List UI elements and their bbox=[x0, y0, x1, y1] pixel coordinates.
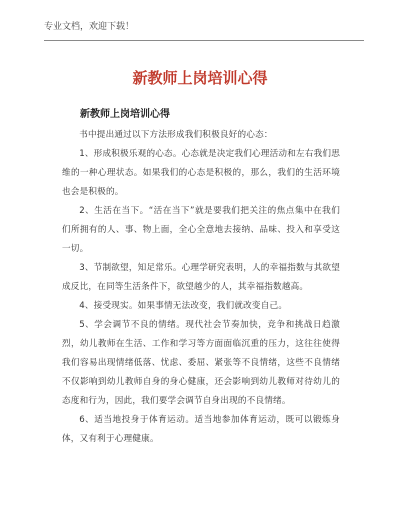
document-title: 新教师上岗培训心得 bbox=[132, 69, 268, 87]
header-divider bbox=[44, 40, 364, 41]
document-body bbox=[62, 126, 340, 449]
paragraph-5: 5、学会调节不良的情绪。现代社会节奏加快，竞争和挑战日趋激烈，幼儿教师在生活、工作和学习等方面面临沉重的压力，这往往使得我们容易出现情绪低落、忧虑、委屈、紧张等不良情绪，这些不良情绪不仅影响到幼儿教师自身的身心健康，还会影响到幼儿教师对待幼儿的态度和行为，因此，我们要学会调节自身出现的不良情绪。 bbox=[62, 320, 340, 406]
paragraph-3: 3、节制欲望，知足常乐。心理学研究表明，人的幸福指数与其欲望成反比，在同等生活条件下，欲望越少的人，其幸福指数越高。 bbox=[62, 263, 340, 292]
paragraph-6: 6、适当地投身于体育运动。适当地参加体育运动，既可以锻炼身体，又有利于心理健康。 bbox=[62, 415, 340, 444]
paragraph-intro: 书中提出通过以下方法形成我们积极良好的心态： bbox=[79, 130, 273, 140]
paragraph-1: 1、形成积极乐观的心态。心态就是决定我们心理活动和左右我们思维的一种心理状态。如果我们的心态是积极的，那么，我们的生活环境也会是积极的。 bbox=[62, 149, 340, 197]
section-heading: 新教师上岗培训心得 bbox=[80, 109, 170, 120]
paragraph-2: 2、生活在当下。“活在当下”就是要我们把关注的焦点集中在我们们所拥有的人、事、物上面，全心全意地去接纳、品味、投入和享受这一切。 bbox=[62, 206, 340, 254]
paragraph-4: 4、接受现实。如果事情无法改变，我们就改变自己。 bbox=[79, 301, 288, 311]
header-note: 专业文档，欢迎下载！ bbox=[44, 22, 135, 32]
